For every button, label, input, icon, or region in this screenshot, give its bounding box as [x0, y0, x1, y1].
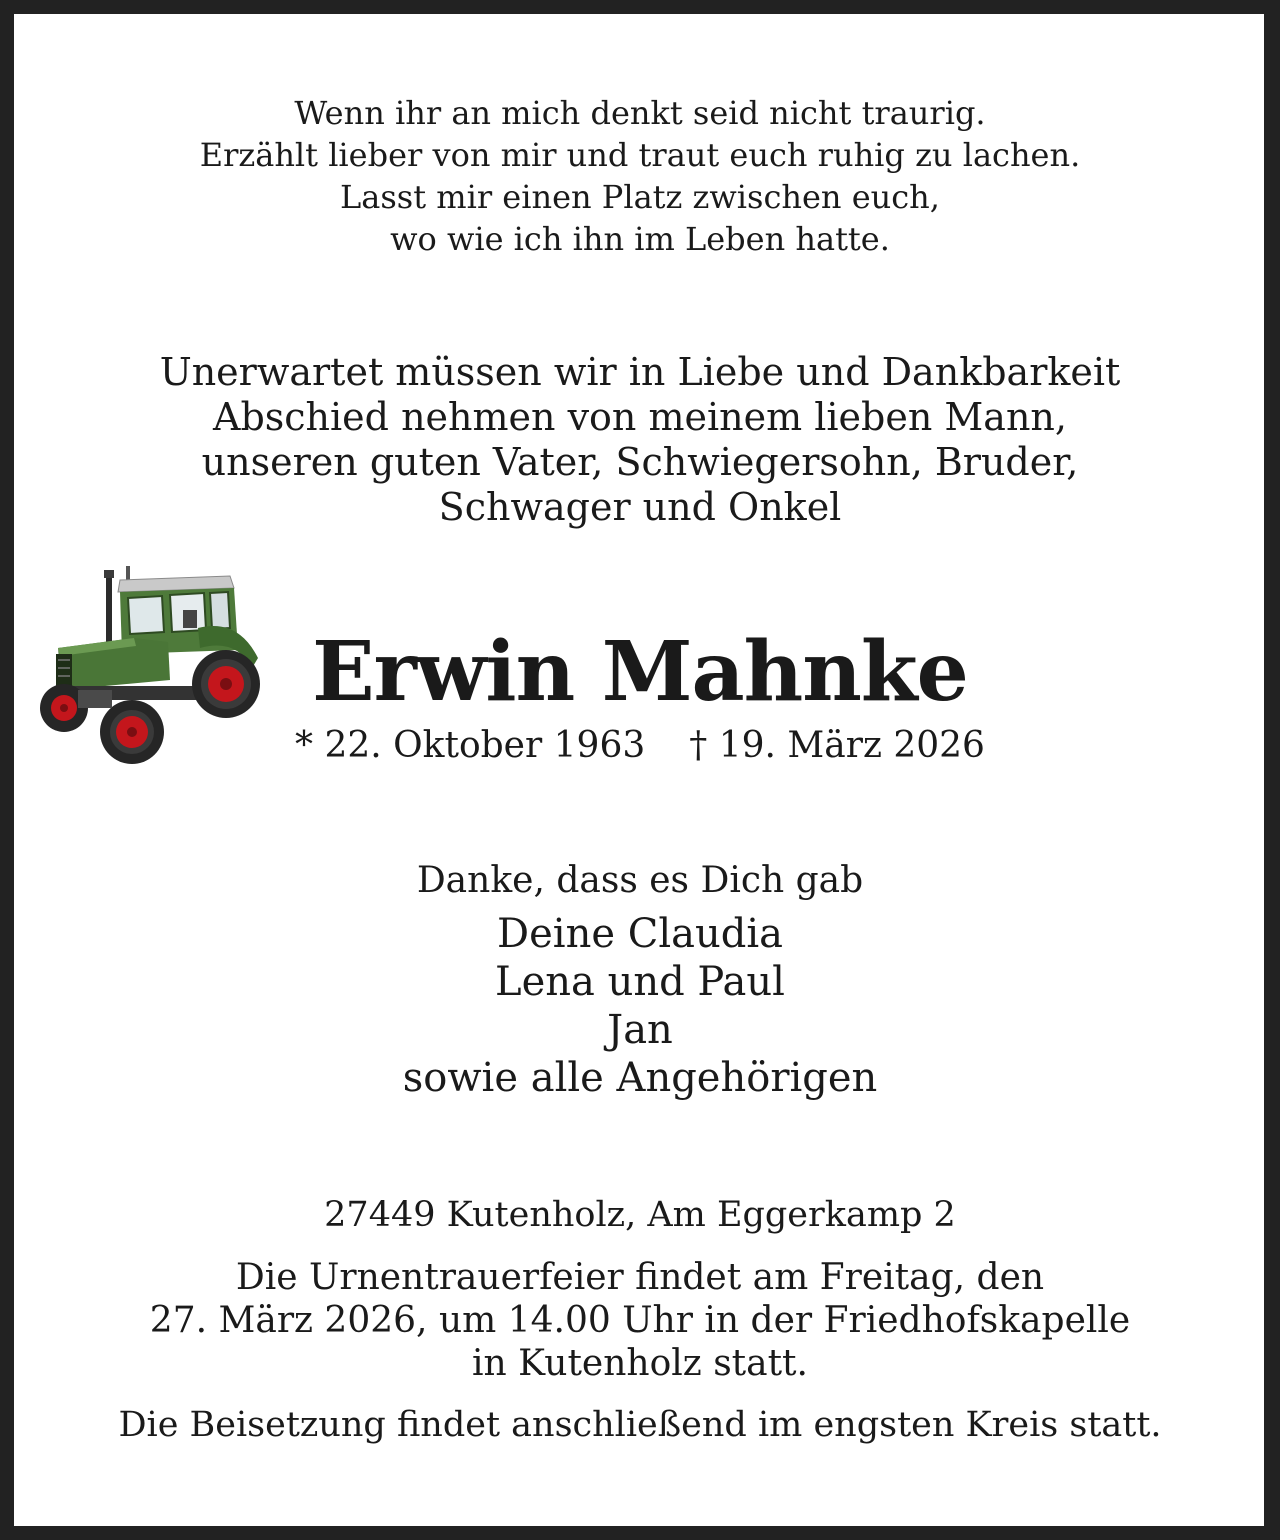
ceremony-line: 27. März 2026, um 14.00 Uhr in der Friedhofskapelle	[149, 1300, 1131, 1341]
ceremony-info	[0, 1256, 1280, 1385]
ceremony-line: in Kutenholz statt.	[472, 1343, 808, 1384]
burial-info: Die Beisetzung findet anschließend im engsten Kreis statt.	[118, 1405, 1162, 1445]
family-line: Deine Claudia	[497, 911, 783, 957]
family-line: Lena und Paul	[495, 959, 785, 1005]
intro-text	[0, 350, 1280, 530]
address: 27449 Kutenholz, Am Eggerkamp 2	[324, 1195, 956, 1235]
thanks-line: Danke, dass es Dich gab	[416, 860, 864, 901]
birth-date: * 22. Oktober 1963	[295, 725, 646, 766]
poem-line: Erzählt lieber von mir und traut euch ruhig zu lachen.	[199, 136, 1081, 174]
poem	[0, 92, 1280, 260]
deceased-name: Erwin Mahnke	[312, 624, 968, 720]
intro-line: Unerwartet müssen wir in Liebe und Dankbarkeit	[159, 350, 1121, 394]
intro-line: Abschied nehmen von meinem lieben Mann,	[213, 395, 1067, 439]
intro-line: Schwager und Onkel	[438, 485, 842, 529]
poem-line: Lasst mir einen Platz zwischen euch,	[340, 178, 940, 216]
poem-line: Wenn ihr an mich denkt seid nicht traurig.	[294, 94, 986, 132]
poem-line: wo wie ich ihn im Leben hatte.	[390, 220, 890, 258]
family-line: sowie alle Angehörigen	[402, 1055, 878, 1101]
family-signature	[0, 910, 1280, 1102]
life-dates	[0, 724, 1280, 768]
intro-line: unseren guten Vater, Schwiegersohn, Bruder,	[201, 440, 1079, 484]
family-line: Jan	[607, 1007, 673, 1053]
ceremony-line: Die Urnentrauerfeier findet am Freitag, den	[235, 1257, 1045, 1298]
death-date: † 19. März 2026	[689, 725, 985, 766]
